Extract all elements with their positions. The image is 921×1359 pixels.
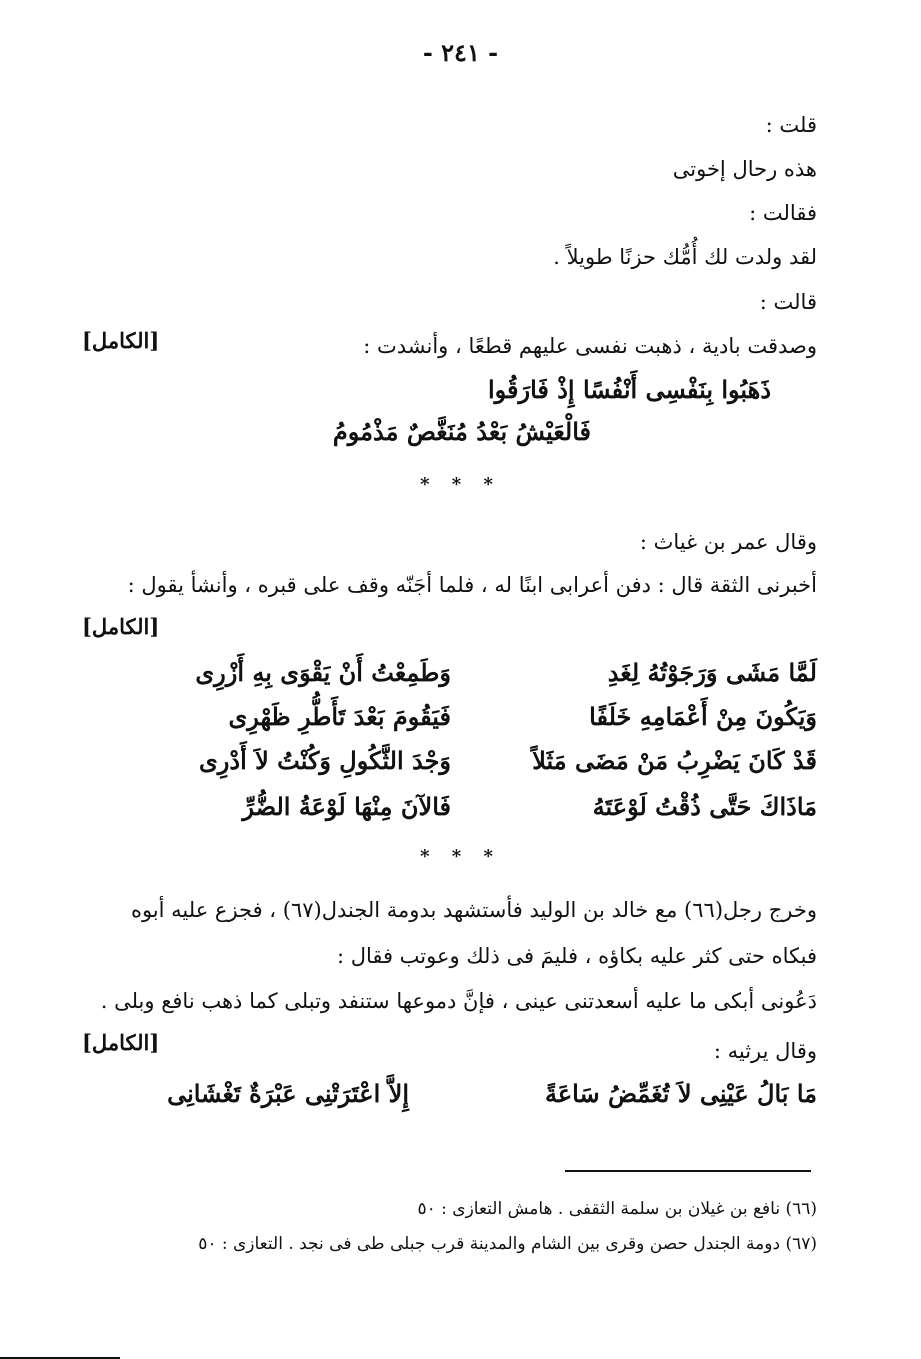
prose-line: هذه رحال إخوتى	[672, 157, 817, 181]
prose-line: قالت :	[759, 290, 817, 314]
verse-hemistich-first: لَمَّا مَشَى وَرَجَوْتُهُ لِغَدِ	[607, 658, 817, 687]
verse-hemistich-first: قَدْ كَانَ يَضْرِبُ مَنْ مَضَى مَثَلاً	[532, 746, 817, 775]
prose-line: فبكاه حتى كثر عليه بكاؤه ، فليمَ فى ذلك وعوتب فقال :	[336, 944, 817, 968]
meter-label: [الكامل]	[82, 1030, 160, 1055]
footnote: (٦٦) نافع بن غيلان بن سلمة الثقفى . هامش التعازى : ٥٠	[417, 1199, 817, 1219]
footnote: (٦٧) دومة الجندل حصن وقرى بين الشام والمدينة قرب جبلى طى فى نجد . التعازى : ٥٠	[198, 1234, 817, 1254]
verse-hemistich-first: وَيَكُونَ مِنْ أَعْمَامِهِ خَلَفًا	[589, 702, 817, 731]
prose-line: قلت :	[765, 113, 817, 137]
verse-hemistich-second: إِلاَّ اعْتَرَتْنِى عَبْرَةٌ تَغْشَانِى	[167, 1079, 409, 1108]
prose-line: وقال يرثيه :	[713, 1039, 817, 1063]
verse-line: فَالْعَيْشُ بَعْدُ مُنَغَّصٌ مَذْمُومُ	[332, 417, 591, 446]
verse-hemistich-second: فَيَقُومَ بَعْدَ تَأَطُّرِ ظَهْرِى	[228, 702, 451, 731]
section-separator: * * *	[420, 474, 501, 495]
prose-line: وخرج رجل(٦٦) مع خالد بن الوليد فأستشهد بدومة الجندل(٦٧) ، فجزع عليه أبوه	[130, 898, 817, 922]
verse-line: ذَهَبُوا بِنَفْسِى أَنْفُسًا إِذْ فَارَقُوا	[487, 375, 771, 404]
footnote-divider	[565, 1170, 811, 1172]
prose-line: وقال عمر بن غياث :	[639, 530, 817, 554]
section-separator: * * *	[420, 846, 501, 867]
prose-line: وصدقت بادية ، ذهبت نفسى عليهم قطعًا ، وأنشدت :	[363, 334, 817, 358]
prose-line: دَعُونى أبكى ما عليه أسعدتنى عينى ، فإنَّ دموعها ستنفد وتبلى كما ذهب نافع وبلى .	[100, 989, 817, 1013]
prose-line: أخبرنى الثقة قال : دفن أعرابى ابنًا له ، فلما أجَنّه وقف على قبره ، وأنشأ يقول :	[127, 573, 817, 597]
page-number: - ٢٤١ -	[422, 38, 499, 67]
meter-label: [الكامل]	[82, 614, 160, 639]
verse-hemistich-second: وَجْدَ الثَّكُولِ وَكُنْتُ لاَ أَدْرِى	[199, 746, 451, 775]
verse-hemistich-second: وَطَمِعْتُ أَنْ يَقْوَى بِهِ أَزْرِى	[195, 658, 451, 687]
verse-hemistich-first: مَاذَاكَ حَتَّى ذُقْتُ لَوْعَتَهُ	[592, 792, 817, 821]
verse-hemistich-second: فَالآنَ مِنْهَا لَوْعَةُ الضُّرِّ	[242, 792, 451, 821]
prose-line: فقالت :	[749, 201, 817, 225]
verse-hemistich-first: مَا بَالُ عَيْنِى لاَ تُغَمِّضُ سَاعَةً	[544, 1079, 817, 1108]
meter-label: [الكامل]	[82, 328, 160, 353]
prose-line: لقد ولدت لك أُمُّك حزنًا طويلاً .	[553, 245, 817, 269]
